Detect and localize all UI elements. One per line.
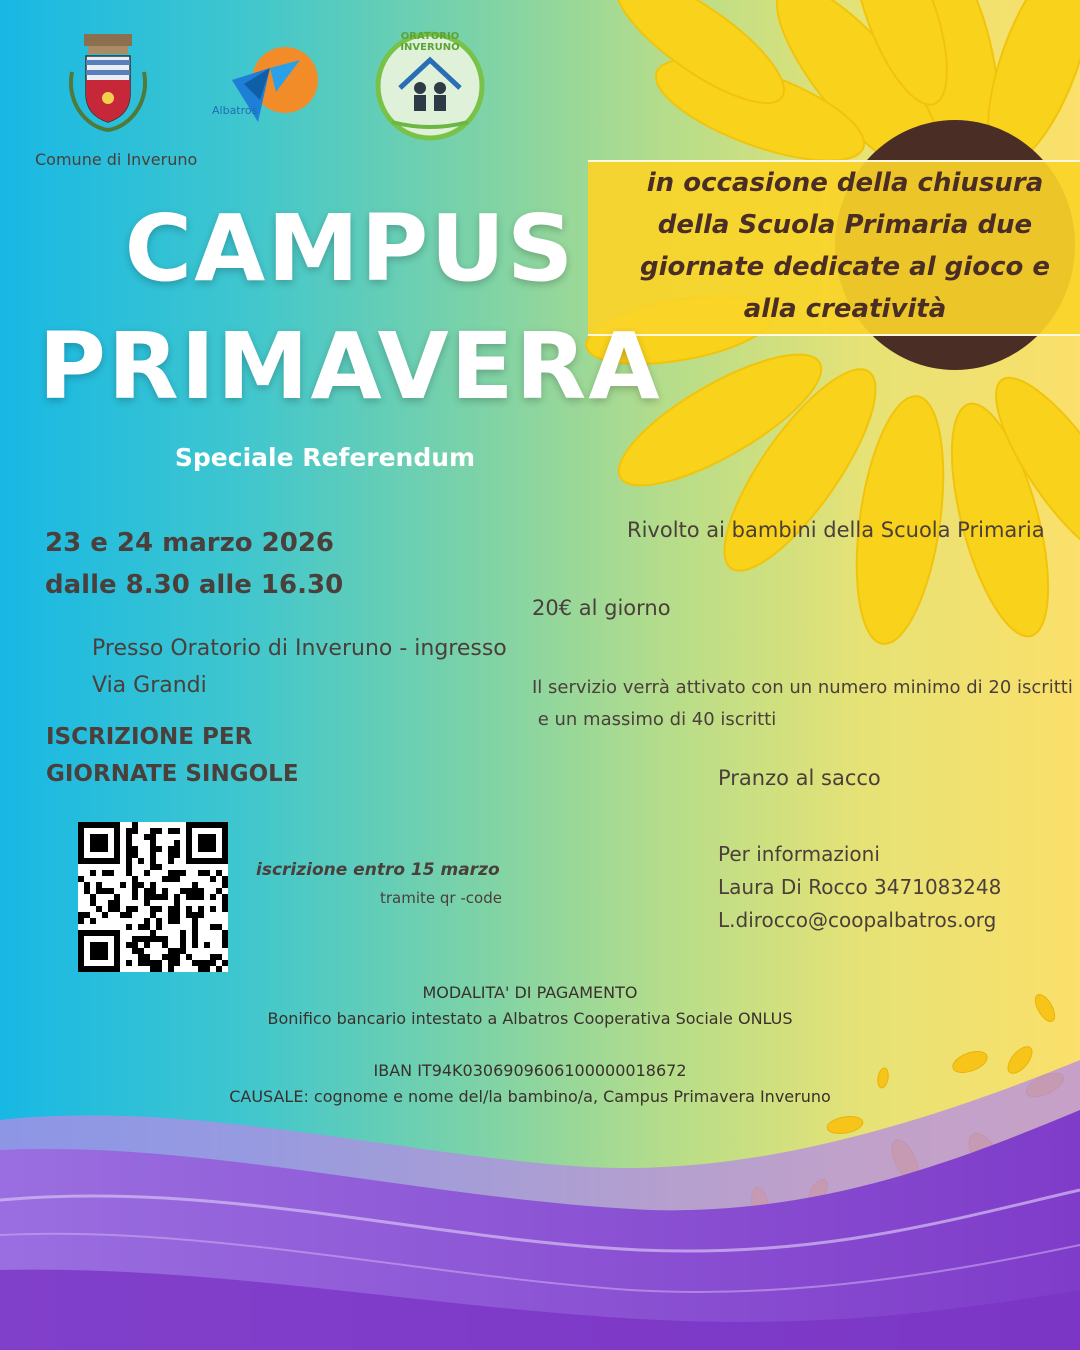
title-line-2: PRIMAVERA — [38, 313, 662, 420]
service-conditions — [532, 672, 1073, 736]
dates-line-2: dalle 8.30 alle 16.30 — [45, 570, 344, 600]
qr-code-icon[interactable] — [78, 822, 228, 972]
registration-line-2: GIORNATE SINGOLE — [46, 761, 299, 787]
page-title — [30, 190, 670, 426]
banner-line-4: alla creatività — [743, 294, 947, 324]
location-line-1: Presso Oratorio di Inveruno - ingresso — [92, 636, 507, 661]
payment-method: Bonifico bancario intestato a Albatros Cooperativa Sociale ONLUS — [267, 1009, 793, 1028]
lunch-note: Pranzo al sacco — [718, 766, 881, 790]
contact-heading: Per informazioni — [718, 842, 880, 866]
payment-info — [180, 980, 880, 1110]
subtitle: Speciale Referendum — [174, 443, 476, 472]
dates-line-1: 23 e 24 marzo 2026 — [45, 528, 335, 558]
target-audience: Rivolto ai bambini della Scuola Primaria — [627, 518, 1045, 542]
service-line-2: e un massimo di 40 iscritti — [532, 709, 777, 730]
registration-heading — [46, 719, 299, 793]
payment-causale: CAUSALE: cognome e nome del/la bambino/a, Campus Primavera Inveruno — [229, 1087, 831, 1106]
service-line-1: Il servizio verrà attivato con un numero minimo di 20 iscritti — [532, 677, 1073, 698]
banner-line-1: in occasione della chiusura — [646, 168, 1044, 198]
comune-label: Comune di Inveruno — [35, 150, 198, 169]
albatros-label: Albatros — [212, 104, 258, 117]
contact-info — [718, 838, 1001, 937]
banner-line-3: giornate dedicate al gioco e — [639, 252, 1051, 282]
banner-line-2: della Scuola Primaria due — [657, 210, 1033, 240]
location-line-2: Via Grandi — [92, 673, 207, 698]
oratorio-label: ORATORIO INVERUNO — [400, 31, 460, 53]
event-dates — [45, 522, 343, 606]
title-line-1: CAMPUS — [124, 195, 576, 302]
registration-deadline: iscrizione entro 15 marzo — [256, 860, 500, 880]
registration-via: tramite qr -code — [380, 889, 502, 907]
contact-name-phone: Laura Di Rocco 3471083248 — [718, 875, 1002, 899]
payment-heading: MODALITA' DI PAGAMENTO — [422, 983, 638, 1002]
event-location — [92, 630, 507, 704]
price: 20€ al giorno — [532, 596, 671, 620]
registration-line-1: ISCRIZIONE PER — [46, 724, 253, 750]
comune-crest-icon — [66, 32, 150, 132]
banner-text — [600, 162, 1080, 330]
contact-email[interactable]: L.dirocco@coopalbatros.org — [718, 908, 997, 932]
payment-iban: IBAN IT94K0306909606100000018672 — [373, 1061, 687, 1080]
